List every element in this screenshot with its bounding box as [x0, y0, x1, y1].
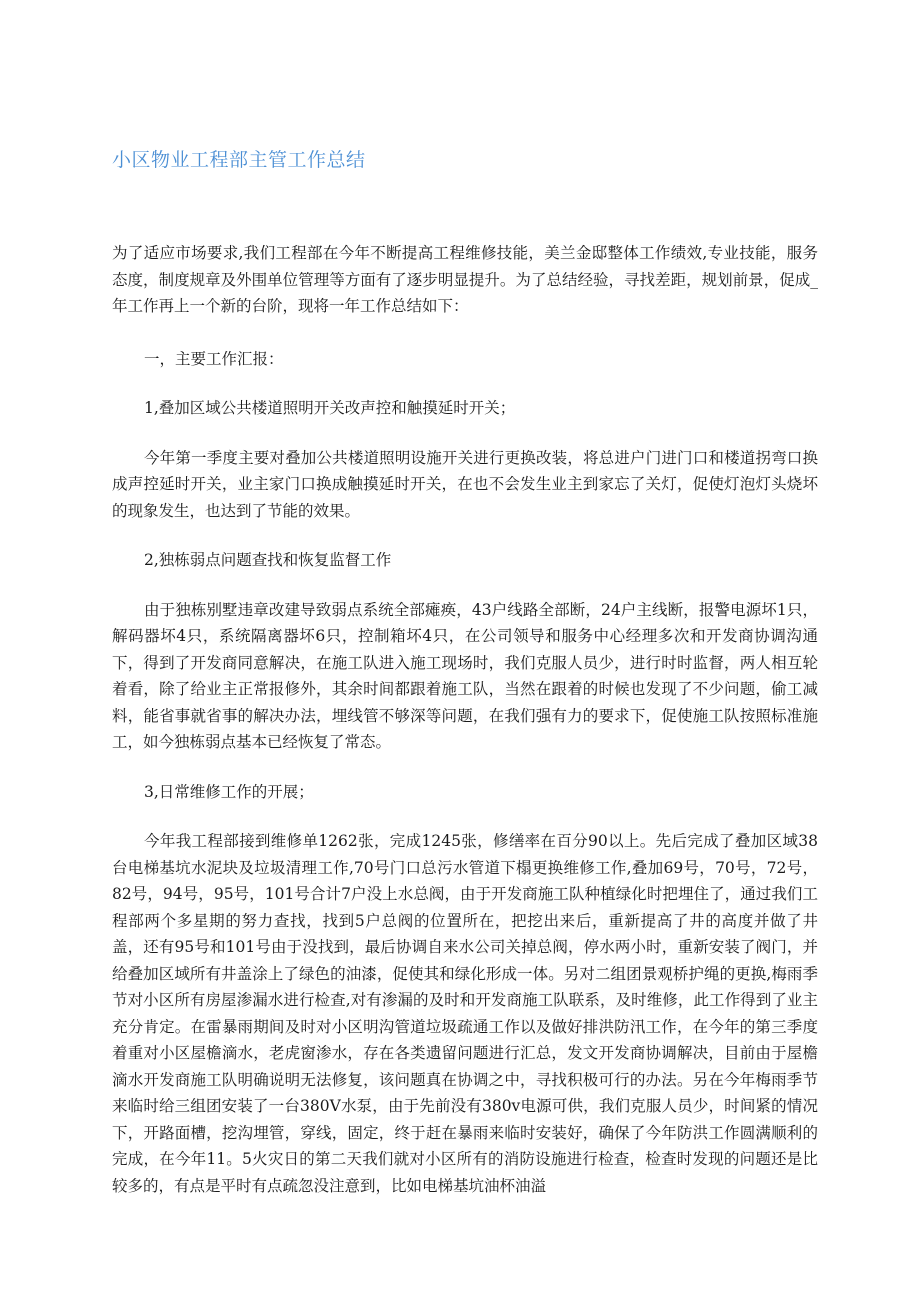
item-heading-2: 2,独栋弱点问题查找和恢复监督工作	[144, 551, 392, 569]
item-body-1: 今年第一季度主要对叠加公共楼道照明设施开关进行更换改装，将总进户门进门口和楼道拐弯口换成声控延时开关，业主家门口换成触摸延时开关，在也不会发生业主到家忘了关灯，促使灯泡灯头烧坏的现象发生，也达到了节能的效果。	[112, 448, 818, 520]
document-body	[112, 240, 818, 1199]
intro-paragraph: 为了适应市场要求,我们工程部在今年不断提高工程维修技能，美兰金邸整体工作绩效,专业技能，服务态度，制度规章及外围单位管理等方面有了逐步明显提升。为了总结经验，寻找差距，规划前景，促成_年工作再上一个新的台阶，现将一年工作总结如下：	[112, 244, 818, 315]
item-heading-1: 1,叠加区域公共楼道照明开关改声控和触摸延时开关；	[144, 399, 516, 417]
item-heading-3: 3,日常维修工作的开展；	[144, 782, 314, 801]
document-title: 小区物业工程部主管工作总结	[112, 149, 366, 171]
section-heading: 一，主要工作汇报：	[144, 349, 284, 368]
item-body-2: 由于独栋别墅违章改建导致弱点系统全部瘫痪，43户线路全部断，24户主线断，报警电源坏1只，解码器坏4只，系统隔离器坏6只，控制箱坏4只，在公司领导和服务中心经理多次和开发商协调沟通下，得到了开发商同意解决，在施工队进入施工现场时，我们克服人员少，进行时时监督，两人相互轮着看，除了给业主正常报修外，其余时间都跟着施工队，当然在跟着的时候也发现了不少问题，偷工减料，能省事就省事的解决办法，埋线管不够深等问题，在我们强有力的要求下，促使施工队按照标准施工，如今独栋弱点基本已经恢复了常态。	[112, 600, 818, 751]
item-body-3: 今年我工程部接到维修单1262张，完成1245张，修缮率在百分90以上。先后完成了叠加区域38台电梯基坑水泥块及垃圾清理工作,70号门口总污水管道下榻更换维修工作,叠加69号，70号，72号，82号，94号，95号，101号合计7户没上水总阀，由于开发商施工队种植绿化时把埋住了，通过我们工程部两个多星期的努力查找，找到5户总阀的位置所在，把挖出来后，重新提高了井的高度并做了井盖，还有95号和101号由于没找到，最后协调自来水公司关掉总阀，停水两小时，重新安装了阀门，并给叠加区域所有井盖涂上了绿色的油漆，促使其和绿化形成一体。另对二组团景观桥护绳的更换,梅雨季节对小区所有房屋渗漏水进行检查,对有渗漏的及时和开发商施工队联系，及时维修，此工作得到了业主充分肯定。在雷暴雨期间及时对小区明沟管道垃圾疏通工作以及做好排洪防汛工作，在今年的第三季度着重对小区屋檐滴水，老虎窗渗水，存在各类遗留问题进行汇总，发文开发商协调解决，目前由于屋檐滴水开发商施工队明确说明无法修复，该问题真在协调之中，寻找积极可行的办法。另在今年梅雨季节来临时给三组团安装了一台380V水泵，由于先前没有380v电源可供，我们克服人员少，时间紧的情况下，开路面槽，挖沟埋管，穿线，固定，终于赶在暴雨来临时安装好，确保了今年防洪工作圆满顺利的完成，在今年11。5火灾日的第二天我们就对小区所有的消防设施进行检查，检查时发现的问题还是比较多的，有点是平时有点疏忽没注意到，比如电梯基坑油杯油溢	[112, 832, 818, 1195]
